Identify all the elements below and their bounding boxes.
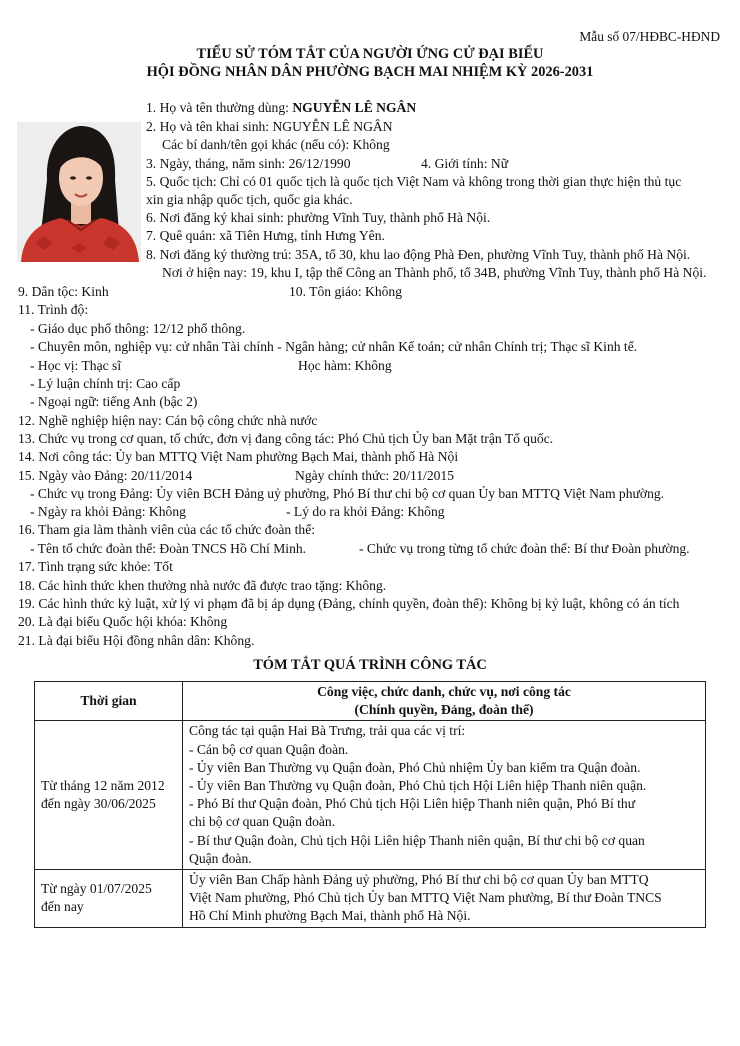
work-line: - Ủy viên Ban Thường vụ Quận đoàn, Phó Chủ tịch Hội Liên hiệp Thanh niên quận. (189, 778, 647, 794)
field-academic-title: Học hàm: Không (298, 358, 392, 373)
column-header-work-line1: Công việc, chức danh, chức vụ, nơi công tác (317, 684, 571, 699)
field-health: 17. Tình trạng sức khỏe: Tốt (18, 559, 173, 574)
table-row (35, 721, 706, 870)
field-awards: 18. Các hình thức khen thưởng nhà nước đã được trao tặng: Không. (18, 578, 387, 593)
field-common-name (146, 99, 416, 117)
work-line: - Cán bộ cơ quan Quận đoàn. (189, 741, 349, 757)
field-occupation: 12. Nghề nghiệp hiện nay: Cán bộ công chức nhà nước (18, 413, 318, 428)
field-party-official-date: Ngày chính thức: 20/11/2015 (295, 468, 455, 483)
field-national-assembly: 20. Là đại biểu Quốc hội khóa: Không (18, 614, 228, 629)
field-people-council: 21. Là đại biểu Hội đồng nhân dân: Không. (18, 633, 255, 648)
period-start: Từ tháng 12 năm 2012 (41, 778, 165, 794)
work-line: Quận đoàn. (189, 850, 252, 866)
field-birth-name: 2. Họ và tên khai sinh: NGUYỄN LÊ NGÂN (146, 119, 393, 134)
field-party-join-date: 15. Ngày vào Đảng: 20/11/2014 (18, 468, 193, 483)
work-line: - Ủy viên Ban Thường vụ Quận đoàn, Phó Chủ nhiệm Ủy ban kiểm tra Quận đoàn. (189, 759, 641, 775)
work-history-table (34, 681, 706, 928)
field-general-education: - Giáo dục phổ thông: 12/12 phổ thông. (30, 321, 246, 336)
history-work (183, 721, 706, 870)
work-line: Công tác tại quận Hai Bà Trưng, trải qua các vị trí: (189, 723, 466, 739)
work-line: Việt Nam phường, Phó Chủ tịch Ủy ban MTTQ Việt Nam phường, Bí thư Đoàn TNCS (189, 890, 662, 906)
portrait-image (17, 122, 141, 262)
work-line: - Bí thư Quận đoàn, Chủ tịch Hội Liên hiệp Thanh niên quận, Bí thư chi bộ cơ quan (189, 832, 645, 848)
field-political-theory: - Lý luận chính trị: Cao cấp (30, 376, 181, 391)
field-organization-name: - Tên tổ chức đoàn thể: Đoàn TNCS Hồ Chí Minh. (30, 541, 307, 556)
field-current-residence: Nơi ở hiện nay: 19, khu I, tập thể Công an Thành phố, tổ 34B, phường Vĩnh Tuy, thành phố Hà Nội. (162, 265, 707, 280)
form-code: Mẫu số 07/HĐBC-HĐND (579, 29, 720, 44)
field-religion: 10. Tôn giáo: Không (289, 284, 403, 299)
table-header-row (35, 682, 706, 721)
field-label: 1. Họ và tên thường dùng: (146, 100, 293, 115)
field-gender: 4. Giới tính: Nữ (421, 156, 509, 171)
field-foreign-language: - Ngoại ngữ: tiếng Anh (bậc 2) (30, 394, 198, 409)
field-discipline: 19. Các hình thức kỷ luật, xử lý vi phạm đã bị áp dụng (Đảng, chính quyền, đoàn thể): Không bị kỷ luật, không có án tích (18, 596, 680, 611)
field-date-of-birth: 3. Ngày, tháng, năm sinh: 26/12/1990 (146, 156, 351, 171)
field-permanent-residence: 8. Nơi đăng ký thường trú: 35A, tổ 30, khu lao động Phà Đen, phường Vĩnh Tuy, thành phố Hà Nội. (146, 247, 691, 262)
table-row (35, 870, 706, 928)
column-header-work-line2: (Chính quyền, Đảng, đoàn thể) (354, 702, 534, 718)
field-position: 13. Chức vụ trong cơ quan, tổ chức, đơn vị đang công tác: Phó Chủ tịch Ủy ban Mặt trận Tổ quốc. (18, 431, 554, 446)
field-party-leave-date: - Ngày ra khỏi Đảng: Không (30, 504, 186, 519)
work-line: Ủy viên Ban Chấp hành Đảng uỷ phường, Phó Bí thư chi bộ cơ quan Ủy ban MTTQ (189, 872, 649, 888)
field-party-position: - Chức vụ trong Đảng: Ủy viên BCH Đảng uỷ phường, Phó Bí thư chi bộ cơ quan Ủy ban MTTQ Việt Nam phường. (30, 486, 665, 501)
column-header-time: Thời gian (35, 682, 183, 721)
work-line: Hồ Chí Minh phường Bạch Mai, thành phố Hà Nội. (189, 908, 471, 924)
field-nationality: 5. Quốc tịch: Chỉ có 01 quốc tịch là quốc tịch Việt Nam và không trong thời gian thực hiện thủ tục (146, 174, 682, 189)
history-work (183, 870, 706, 928)
period-end: đến nay (41, 899, 84, 915)
period-start: Từ ngày 01/07/2025 (41, 881, 152, 897)
field-aliases: Các bí danh/tên gọi khác (nếu có): Không (162, 137, 390, 152)
history-period (35, 870, 183, 928)
field-education-heading: 11. Trình độ: (18, 302, 89, 317)
field-party-leave-reason: - Lý do ra khỏi Đảng: Không (286, 504, 445, 519)
history-section-title: TÓM TẮT QUÁ TRÌNH CÔNG TÁC (253, 657, 487, 673)
period-end: đến ngày 30/06/2025 (41, 796, 156, 812)
field-workplace: 14. Nơi công tác: Ủy ban MTTQ Việt Nam phường Bạch Mai, thành phố Hà Nội (18, 449, 459, 464)
work-line: chi bộ cơ quan Quận đoàn. (189, 814, 336, 830)
document-title-line2: HỘI ĐỒNG NHÂN DÂN PHƯỜNG BẠCH MAI NHIỆM KỲ 2026-2031 (146, 64, 594, 80)
field-hometown: 7. Quê quán: xã Tiên Hưng, tỉnh Hưng Yên. (146, 228, 385, 243)
history-period (35, 721, 183, 870)
field-ethnicity: 9. Dân tộc: Kinh (18, 284, 109, 299)
field-nationality-cont: xin gia nhập quốc tịch, quốc gia khác. (146, 192, 353, 207)
field-specialization: - Chuyên môn, nghiệp vụ: cử nhân Tài chính - Ngân hàng; cử nhân Kế toán; cử nhân Chính trị; Thạc sĩ Kinh tế. (30, 339, 638, 354)
field-organization-role: - Chức vụ trong từng tổ chức đoàn thể: Bí thư Đoàn phường. (359, 541, 690, 556)
field-academic-degree: - Học vị: Thạc sĩ (30, 358, 122, 373)
field-organizations: 16. Tham gia làm thành viên của các tổ chức đoàn thể: (18, 522, 316, 537)
document-title-line1: TIỂU SỬ TÓM TẮT CỦA NGƯỜI ỨNG CỬ ĐẠI BIỂU (196, 46, 544, 62)
field-birth-registration: 6. Nơi đăng ký khai sinh: phường Vĩnh Tuy, thành phố Hà Nội. (146, 210, 491, 225)
candidate-name: NGUYỄN LÊ NGÂN (292, 100, 417, 115)
work-line: - Phó Bí thư Quận đoàn, Phó Chủ tịch Hội Liên hiệp Thanh niên quận, Phó Bí thư (189, 796, 636, 812)
candidate-portrait (17, 122, 141, 262)
column-header-work (183, 682, 706, 721)
